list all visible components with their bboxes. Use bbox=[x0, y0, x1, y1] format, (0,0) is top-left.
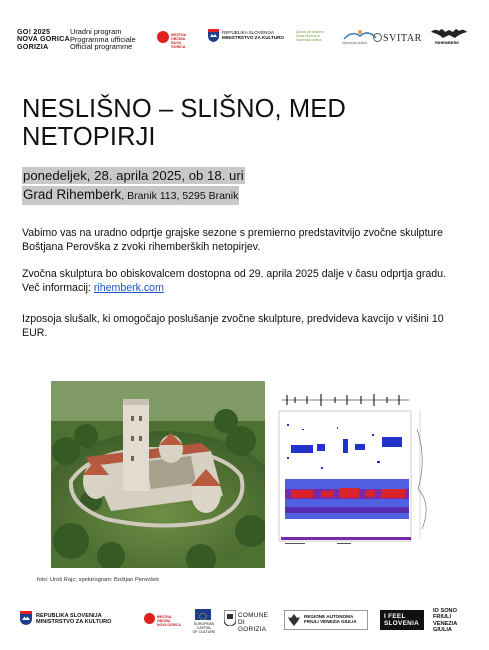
svitar-logo: SVITAR bbox=[383, 33, 422, 44]
rihemberk-logo: RIHEMBERK bbox=[429, 26, 471, 52]
nova-gorica-emblem-icon bbox=[157, 31, 169, 43]
castle-photo bbox=[51, 381, 265, 568]
headphones-paragraph: Izposoja slušalk, ki omogočajo poslušanje zvočne skulpture, predvideva kavcijo v višini 10 EUR. bbox=[22, 313, 444, 339]
intro-paragraph: Vabimo vas na uradno odprtje grajske sezone s premierno predstavitvijo zvočne skulpture Boštjana Perovška z zvoki rihemberških netopirjev. bbox=[22, 227, 443, 253]
nova-gorica-logo: MESTNA OBČINA NOVA GORICA bbox=[155, 30, 193, 48]
top-logo-strip: GO! 2025 NOVA GORICA GORIZIA Uradni program Programma ufficiale Official programme MESTNA OBČINA NOVA GORICA REPUBLIKA SLOVENIJA MINISTRSTVO ZA KULTURO Zavod za turizem Nova Gorica in Vipavska dolina Vipavska dolina SVITAR RIHEMBERK bbox=[17, 26, 475, 56]
gorizia-logo: COMUNE DI GORIZIA bbox=[224, 608, 276, 634]
info-paragraph: Zvočna skulptura bo obiskovalcem dostopna od 29. aprila 2025 dalje v času odprtja gradu. Več informacij: rihemberk.com bbox=[22, 268, 447, 294]
slovenia-crest-icon bbox=[208, 29, 219, 42]
event-venue bbox=[22, 186, 239, 205]
slovenia-crest-icon bbox=[20, 611, 32, 625]
i-feel-slovenia-logo: I FEEL SLOVENIA bbox=[380, 610, 424, 630]
event-date: ponedeljek, 28. aprila 2025, ob 18. uri bbox=[23, 168, 244, 183]
venue-name: Grad Rihemberk bbox=[23, 187, 122, 202]
official-programme-label: Uradni program Programma ufficiale Official programme bbox=[70, 27, 136, 52]
spectrogram-graphic bbox=[277, 389, 439, 547]
venue-address: , Branik 113, 5295 Branik bbox=[121, 190, 239, 202]
eu-capital-culture-logo: EUROPEAN CAPITAL OF CULTURE bbox=[187, 609, 221, 631]
nova-gorica-emblem-icon bbox=[144, 613, 155, 624]
gorizia-crest-icon bbox=[224, 610, 236, 626]
io-sono-fvg-logo: IO SONO FRIULI VENEZIA GIULIA bbox=[433, 608, 458, 634]
rihemberk-link[interactable]: rihemberk.com bbox=[93, 281, 164, 294]
svitar-emblem-icon bbox=[373, 33, 382, 42]
go2025-logo: GO! 2025 NOVA GORICA GORIZIA bbox=[17, 27, 70, 51]
bottom-logo-strip: REPUBLIKA SLOVENIJA MINISTRSTVO ZA KULTURO MESTNA OBČINA NOVA GORICA EUROPEAN CAPITAL OF CULTURE COMUNE DI GORIZIA REGIONE AUTONOMA FRIULI VENEZIA GIULIA I FEEL SLOVENIA IO SONO FRIULI VENEZIA GIULIA bbox=[20, 606, 475, 636]
tourism-logo: Zavod za turizem Nova Gorica in Vipavska dolina bbox=[296, 30, 324, 43]
nova-gorica-footer-logo: MESTNA OBČINA NOVA GORICA bbox=[144, 612, 182, 628]
event-title: NESLIŠNO – SLIŠNO, MED NETOPIRJI bbox=[22, 95, 346, 151]
spectrogram-image bbox=[277, 389, 439, 547]
photo-caption: foto: Uroš Rajc; spektrogram: Boštjan Perovšek bbox=[37, 577, 160, 583]
vipava-valley-logo: Vipavska dolina bbox=[342, 28, 378, 48]
fvg-eagle-icon bbox=[287, 613, 301, 627]
castle-illustration bbox=[51, 381, 265, 568]
fvg-region-logo: REGIONE AUTONOMA FRIULI VENEZIA GIULIA bbox=[284, 610, 368, 630]
eu-flag-icon bbox=[195, 609, 211, 620]
